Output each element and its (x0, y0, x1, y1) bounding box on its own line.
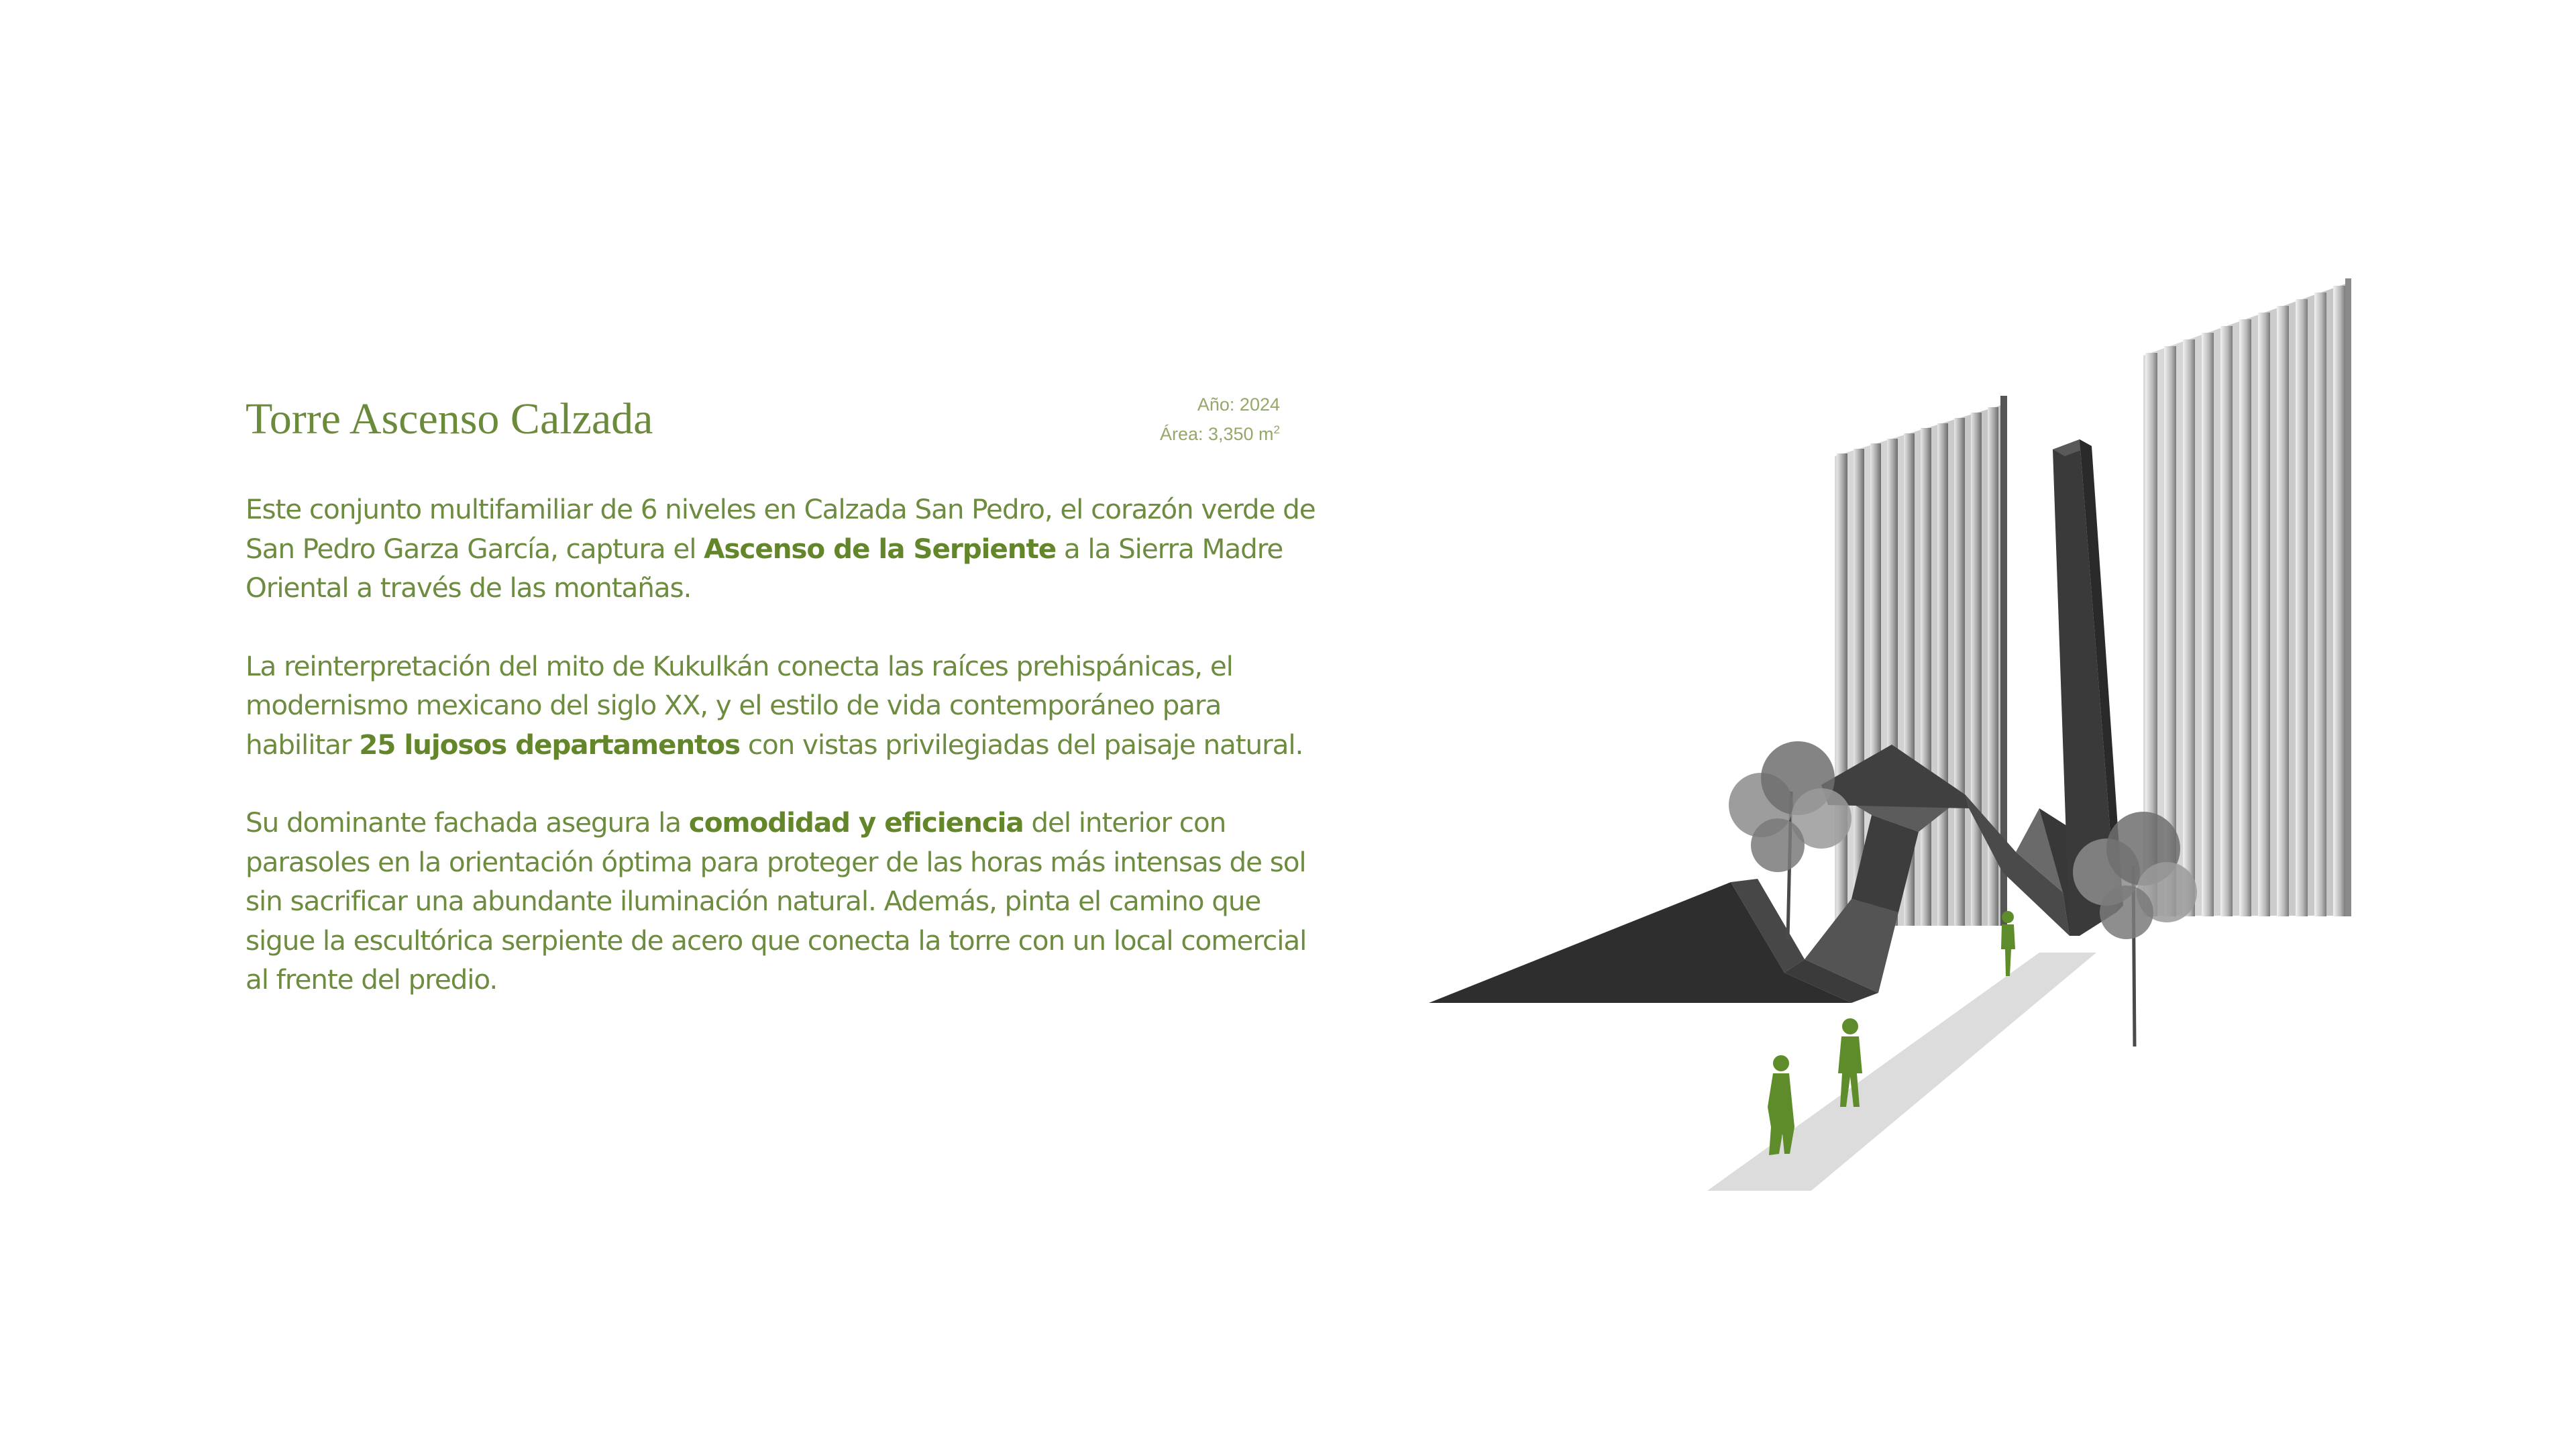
paragraph-2 (246, 647, 1332, 765)
project-year: Año: 2024 (1197, 394, 1280, 415)
left-tower-louvers (1837, 396, 2007, 926)
paragraph-1-highlight: Ascenso de la Serpiente (704, 532, 1057, 565)
paragraph-3 (246, 803, 1332, 1000)
paragraph-3-text-end: del interior con parasoles en la orientación óptima para proteger de las horas más intensas de sol sin sacrificar una abundante iluminación natural. Además, pinta el camino que sigue la escultórica serpiente de acero que conecta la torre con un local comercial al frente del predio. (246, 806, 1307, 996)
tree-right (2073, 812, 2197, 1046)
person-near (1768, 1055, 1794, 1155)
paragraph-1 (246, 490, 1332, 608)
left-tower (1835, 396, 2007, 926)
project-area-text: Área: 3,350 m (1159, 424, 1274, 444)
steel-serpent-sculpture (1429, 439, 2123, 1003)
right-tower (2143, 278, 2351, 916)
paragraph-2-highlight: 25 lujosos departamentos (359, 728, 741, 761)
paragraph-3-text: Su dominante fachada asegura la (246, 806, 689, 839)
paragraph-1-text: Este conjunto multifamiliar de 6 niveles en Calzada San Pedro, el corazón verde de San Pedro Garza García, captura el (246, 493, 1316, 565)
paragraph-2-text-end: con vistas privilegiadas del paisaje natural. (740, 728, 1303, 761)
person-far (2001, 911, 2015, 976)
paragraph-1-text-end: a la Sierra Madre Oriental a través de las montañas. (246, 532, 1283, 604)
project-meta (1160, 392, 1280, 447)
project-description (246, 490, 1332, 1038)
project-title: Torre Ascenso Calzada (246, 394, 653, 443)
paragraph-3-highlight: comodidad y eficiencia (688, 806, 1024, 839)
project-area-unit: 2 (1273, 423, 1280, 436)
architectural-render (1422, 268, 2375, 1208)
project-area (1160, 417, 1280, 447)
paragraph-2-text: La reinterpretación del mito de Kukulkán conecta las raíces prehispánicas, el modernismo mexicano del siglo XX, y el estilo de vida contemporáneo para habilitar (246, 649, 1233, 761)
